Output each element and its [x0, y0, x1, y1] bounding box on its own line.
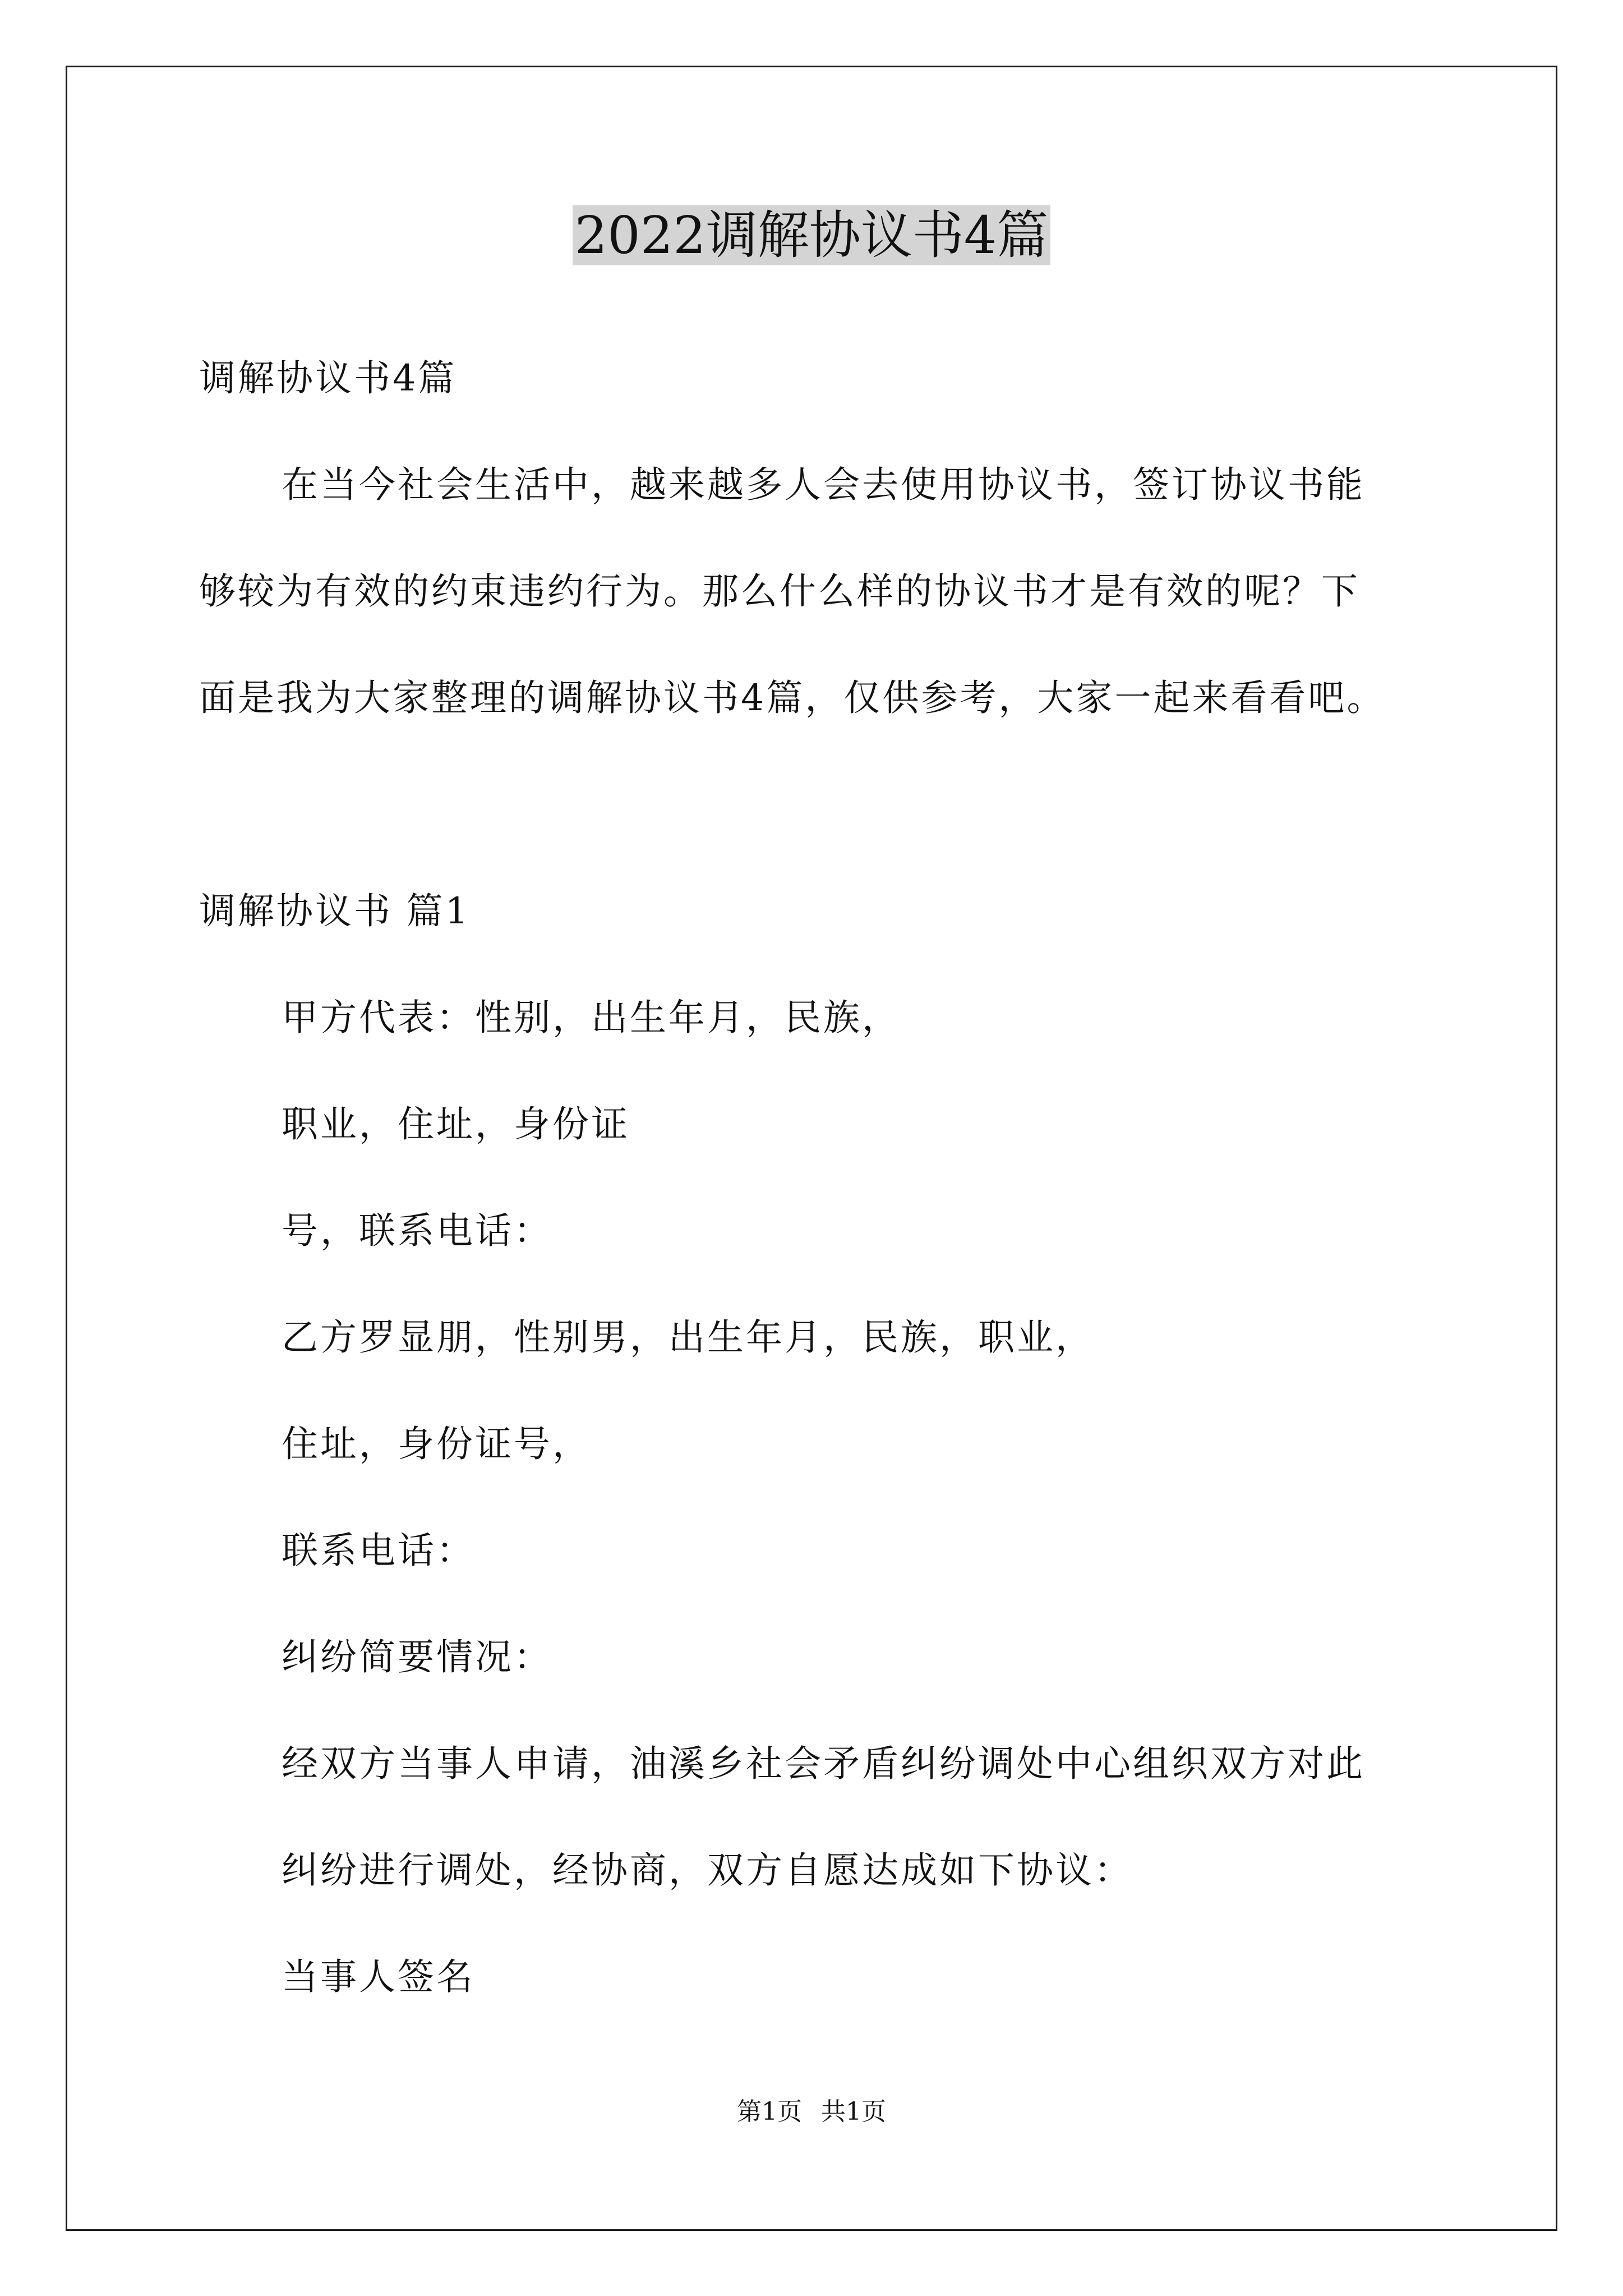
- intro-line: 在当今社会生活中，越来越多人会去使用协议书，签订协议书能: [282, 464, 1366, 506]
- body-line: 联系电话：: [282, 1530, 476, 1572]
- body-line: 纠纷进行调处，经协商，双方自愿达成如下协议：: [282, 1849, 1133, 1892]
- intro-line: 够较为有效的约束违约行为。那么什么样的协议书才是有效的呢？下: [199, 570, 1361, 613]
- body-line: 号，联系电话：: [282, 1210, 553, 1252]
- page-footer: 第1页 共1页: [737, 2097, 886, 2126]
- body-line: 乙方罗显朋，性别男，出生年月，民族，职业，: [282, 1317, 1095, 1359]
- body-line: 当事人签名: [282, 1956, 476, 1998]
- intro-line: 面是我为大家整理的调解协议书4篇，仅供参考，大家一起来看看吧。: [199, 677, 1386, 719]
- subtitle: 调解协议书4篇: [199, 357, 457, 399]
- body-line: 职业，住址，身份证: [282, 1103, 630, 1145]
- body-line: 经双方当事人申请，油溪乡社会矛盾纠纷调处中心组织双方对此: [282, 1743, 1366, 1785]
- body-line: 住址，身份证号，: [282, 1423, 592, 1465]
- body-line: 甲方代表：性别，出生年月，民族，: [282, 997, 901, 1039]
- section-heading: 调解协议书 篇1: [199, 890, 471, 932]
- body-line: 纠纷简要情况：: [282, 1636, 553, 1678]
- document-title: 2022调解协议书4篇: [0, 199, 1623, 272]
